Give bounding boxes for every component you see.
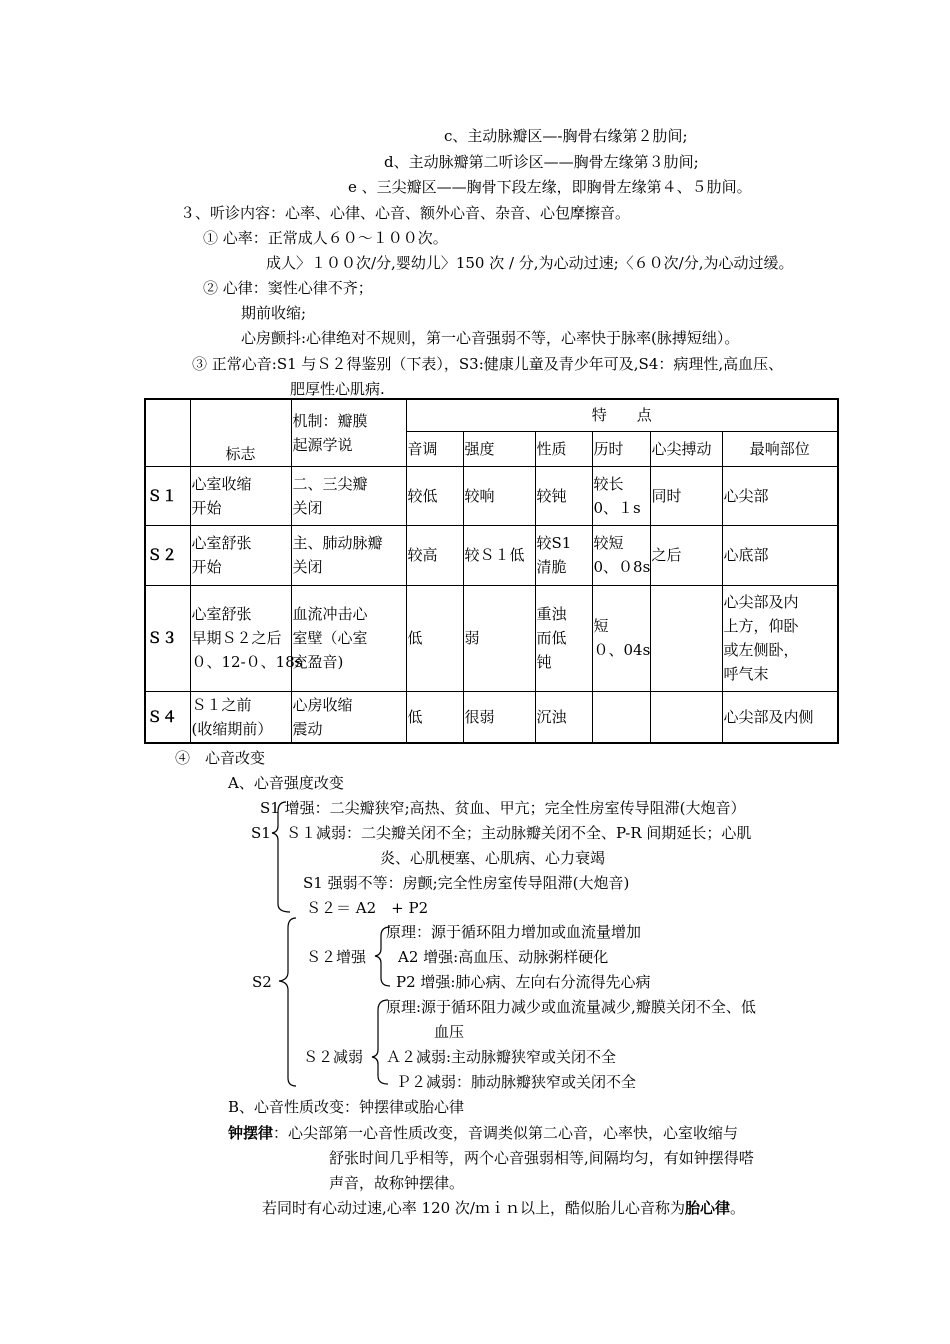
heart-rate-detail: 成人〉１００次/分,婴幼儿〉150 次 / 分,为心动过速;〈６０次/分,为心动过缓。 — [266, 254, 794, 272]
normal-heart-sounds: ③ 正常心音:S1 与Ｓ２得鉴别（下表），S3:健康儿童及青少年可及,S4：病理性,高血压、 — [192, 355, 784, 373]
header-features: 特 点 — [406, 399, 838, 431]
row-name: Ｓ１ — [145, 466, 190, 525]
header-apex-beat: 心尖搏动 — [650, 431, 722, 466]
header-intensity: 强度 — [463, 431, 535, 466]
s1-enhanced: S1 增强：二尖瓣狭窄;高热、贫血、甲亢；完全性房室传导阻滞(大炮音） — [260, 799, 746, 817]
fetal-rhythm-pre: 若同时有心动过速,心率 120 次/ｍｉｎ以上，酷似胎儿心音称为 — [262, 1199, 685, 1217]
row-quality: 较钝 — [535, 466, 592, 525]
row-name: Ｓ４ — [145, 691, 190, 743]
row-sign: 心室收缩 开始 — [190, 466, 291, 525]
s2-formula: Ｓ２＝ A2 + P2 — [306, 899, 429, 917]
row-duration: 短 ０、04s — [592, 585, 650, 691]
fetal-rhythm — [262, 1198, 745, 1218]
auscultation-area-c: c、主动脉瓣区—-胸骨右缘第２肋间; — [444, 127, 688, 145]
header-pitch: 音调 — [406, 431, 463, 466]
header-sign: 标志 — [190, 399, 291, 466]
row-intensity: 很弱 — [463, 691, 535, 743]
header-loudest-site: 最响部位 — [722, 431, 838, 466]
row-loudest-site: 心底部 — [722, 525, 838, 585]
fetal-rhythm-term: 胎心律 — [685, 1199, 731, 1217]
row-intensity: 较响 — [463, 466, 535, 525]
row-loudest-site: 心尖部 — [722, 466, 838, 525]
row-duration: 较长 0、１s — [592, 466, 650, 525]
a2-weakened: Ａ２减弱:主动脉瓣狭窄或关闭不全 — [386, 1048, 617, 1066]
row-intensity: 较Ｓ１低 — [463, 525, 535, 585]
row-quality: 重浊 而低 钝 — [535, 585, 592, 691]
s2-weakened-label: Ｓ２减弱 — [303, 1048, 364, 1066]
row-mechanism: 二、三尖瓣 关闭 — [291, 466, 406, 525]
row-duration: 较短 0、０8s — [592, 525, 650, 585]
row-name: Ｓ２ — [145, 525, 190, 585]
pendulum-rhythm-cont: 舒张时间几乎相等，两个心音强弱相等,间隔均匀，有如钟摆得嗒 — [329, 1149, 754, 1167]
row-mechanism: 血流冲击心 室壁（心室 充盈音) — [291, 585, 406, 691]
row-apex-beat: 同时 — [650, 466, 722, 525]
header-mechanism: 机制：瓣膜 起源学说 — [291, 399, 406, 466]
row-sign: 心室舒张 开始 — [190, 525, 291, 585]
normal-heart-sounds-cont: 肥厚性心肌病. — [290, 380, 385, 398]
heart-sound-changes-title: ④ 心音改变 — [175, 749, 266, 767]
premature-contraction: 期前收缩; — [241, 304, 307, 322]
s1-weakened: Ｓ１减弱：二尖瓣关闭不全；主动脉瓣关闭不全、P-R 间期延长；心肌 — [286, 824, 752, 842]
row-pitch: 较高 — [406, 525, 463, 585]
s2-brace-label: S2 — [252, 973, 272, 991]
row-mechanism: 心房收缩 震动 — [291, 691, 406, 743]
row-loudest-site: 心尖部及内侧 — [722, 691, 838, 743]
quality-change-title: B、心音性质改变：钟摆律或胎心律 — [228, 1098, 465, 1116]
pendulum-rhythm-end: 声音，故称钟摆律。 — [329, 1174, 465, 1192]
atrial-fibrillation: 心房颤抖:心律绝对不规则，第一心音强弱不等，心率快于脉率(脉搏短绌）。 — [241, 329, 740, 347]
row-intensity: 弱 — [463, 585, 535, 691]
s1-weakened-cont: 炎、心肌梗塞、心肌病、心力衰竭 — [380, 849, 606, 867]
p2-weakened: Ｐ２减弱：肺动脉瓣狭窄或关闭不全 — [396, 1073, 637, 1091]
s2-weakened-principle: 原理:源于循环阻力减少或血流量减少,瓣膜关闭不全、低 — [386, 998, 756, 1016]
row-pitch: 低 — [406, 691, 463, 743]
row-sign: 心室舒张 早期Ｓ２之后 ０、12-０、18s — [190, 585, 291, 691]
header-quality: 性质 — [535, 431, 592, 466]
s2-brace — [279, 918, 296, 1086]
s2-enhanced-principle: 原理：源于循环阻力增加或血流量增加 — [386, 923, 642, 941]
fetal-rhythm-post: 。 — [730, 1199, 746, 1217]
s2-weakened-principle-cont: 血压 — [434, 1023, 465, 1041]
row-quality: 沉浊 — [535, 691, 592, 743]
row-pitch: 较低 — [406, 466, 463, 525]
p2-enhanced: P2 增强:肺心病、左向右分流得先心病 — [396, 973, 651, 991]
s1-variable: S1 强弱不等：房颤;完全性房室传导阻滞(大炮音) — [303, 874, 630, 892]
heart-rate: ① 心率：正常成人６０～１００次。 — [203, 229, 448, 247]
row-name: Ｓ３ — [145, 585, 190, 691]
a2-enhanced: A2 增强:高血压、动脉粥样硬化 — [398, 948, 609, 966]
row-sign: Ｓ１之前 (收缩期前） — [190, 691, 291, 743]
heart-rhythm: ② 心律：窦性心律不齐； — [203, 279, 373, 297]
auscultation-area-d: d、主动脉瓣第二听诊区——胸骨左缘第３肋间; — [384, 153, 699, 171]
row-apex-beat: 之后 — [650, 525, 722, 585]
header-duration: 历时 — [592, 431, 650, 466]
row-loudest-site: 心尖部及内 上方，仰卧 或左侧卧， 呼气末 — [722, 585, 838, 691]
intensity-change-title: A、心音强度改变 — [228, 774, 344, 792]
pendulum-rhythm-term: 钟摆律 — [228, 1124, 274, 1142]
pendulum-rhythm — [228, 1123, 738, 1143]
auscultation-content: ３、听诊内容：心率、心律、心音、额外心音、杂音、心包摩擦音。 — [180, 204, 631, 222]
row-pitch: 低 — [406, 585, 463, 691]
s1-brace-label: S1 — [251, 824, 271, 842]
pendulum-rhythm-def: ：心尖部第一心音性质改变，音调类似第二心音，心率快，心室收缩与 — [273, 1124, 739, 1142]
s2-enhanced-label: Ｓ２增强 — [306, 948, 367, 966]
s1-brace — [272, 802, 290, 912]
row-mechanism: 主、肺动脉瓣 关闭 — [291, 525, 406, 585]
row-quality: 较S1 清脆 — [535, 525, 592, 585]
auscultation-area-e: e 、三尖瓣区——胸骨下段左缘，即胸骨左缘第４、５肋间。 — [348, 178, 752, 196]
